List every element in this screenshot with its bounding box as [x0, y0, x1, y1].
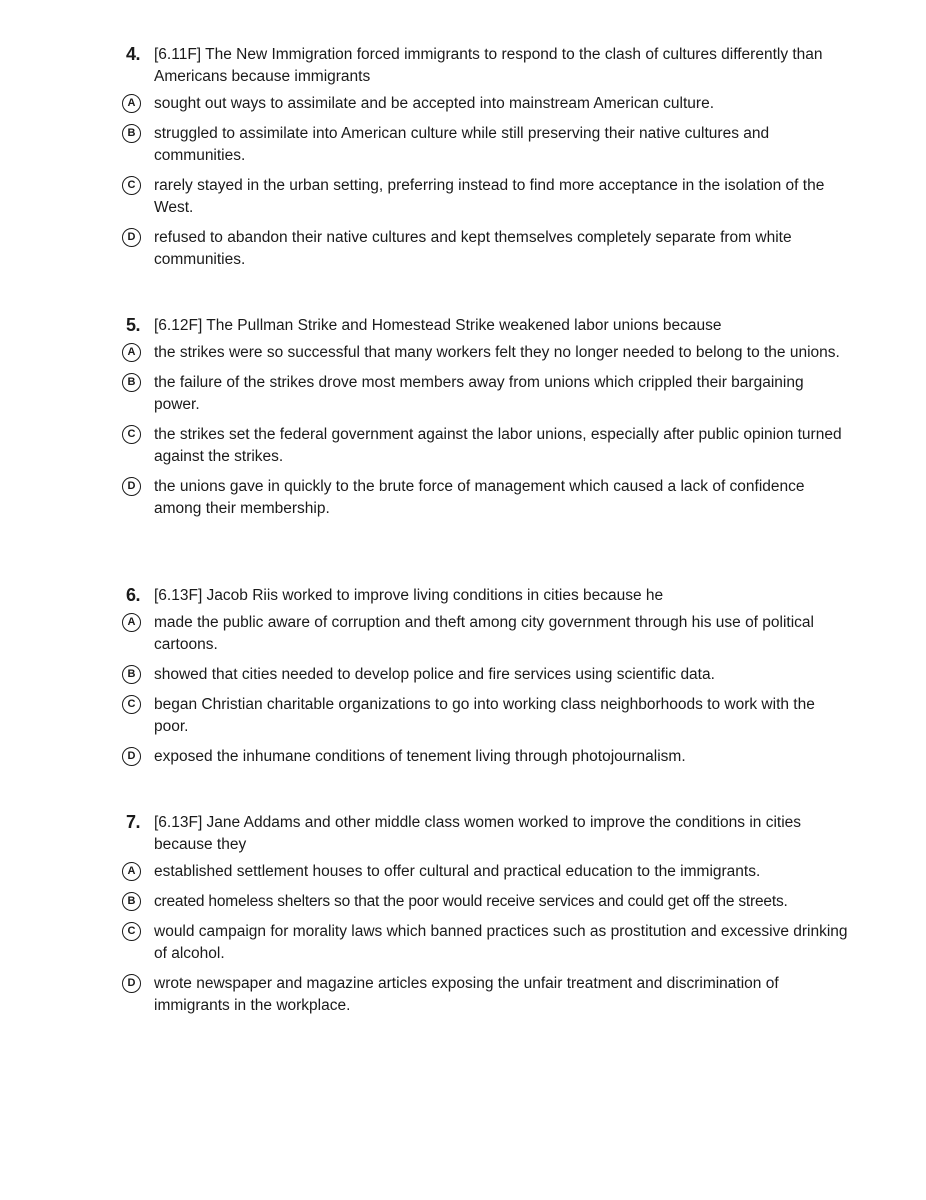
choice-text: refused to abandon their native cultures and kept themselves completely separate from white communities. — [154, 229, 792, 268]
choice-b-bubble[interactable]: B — [122, 665, 141, 684]
question-stem — [122, 44, 852, 88]
choice-text: began Christian charitable organizations to go into working class neighborhoods to work with the poor. — [154, 696, 815, 735]
choice-text: rarely stayed in the urban setting, preferring instead to find more acceptance in the isolation of the West. — [154, 177, 825, 216]
choice-text: the strikes set the federal government against the labor unions, especially after public opinion turned against the strikes. — [154, 426, 842, 465]
choice-c-bubble[interactable]: C — [122, 176, 141, 195]
choice-c[interactable] — [122, 175, 852, 219]
choice-c[interactable] — [122, 424, 852, 468]
question-7 — [122, 812, 852, 1017]
choice-d[interactable] — [122, 476, 852, 520]
question-6 — [122, 585, 852, 768]
choice-text: sought out ways to assimilate and be accepted into mainstream American culture. — [154, 95, 715, 112]
question-stem — [122, 315, 852, 337]
question-stem — [122, 585, 852, 607]
question-5 — [122, 315, 852, 520]
choice-text: the failure of the strikes drove most members away from unions which crippled their bargaining power. — [154, 374, 804, 413]
choice-c[interactable] — [122, 921, 852, 965]
choice-b-bubble[interactable]: B — [122, 892, 141, 911]
choice-text: established settlement houses to offer cultural and practical education to the immigrants. — [154, 863, 761, 880]
choice-b[interactable] — [122, 123, 852, 167]
choice-text: struggled to assimilate into American culture while still preserving their native cultures and communities. — [154, 125, 770, 164]
choice-text: made the public aware of corruption and theft among city government through his use of political cartoons. — [154, 614, 814, 653]
question-stem — [122, 812, 852, 856]
choice-text: showed that cities needed to develop police and fire services using scientific data. — [154, 666, 715, 683]
choice-text: exposed the inhumane conditions of tenement living through photojournalism. — [154, 748, 686, 765]
choice-b-bubble[interactable]: B — [122, 373, 141, 392]
question-number: 5. — [126, 315, 141, 335]
choice-c[interactable] — [122, 694, 852, 738]
choice-c-bubble[interactable]: C — [122, 425, 141, 444]
choice-d-bubble[interactable]: D — [122, 228, 141, 247]
choice-d[interactable] — [122, 746, 852, 768]
question-4 — [122, 44, 852, 271]
choice-b-bubble[interactable]: B — [122, 124, 141, 143]
choice-c-bubble[interactable]: C — [122, 695, 141, 714]
choice-d[interactable] — [122, 973, 852, 1017]
choice-d-bubble[interactable]: D — [122, 477, 141, 496]
choice-b[interactable] — [122, 664, 852, 686]
choice-c-bubble[interactable]: C — [122, 922, 141, 941]
choice-text: the unions gave in quickly to the brute force of management which caused a lack of confidence among their membership. — [154, 478, 805, 517]
choice-a-bubble[interactable]: A — [122, 343, 141, 362]
choice-a-bubble[interactable]: A — [122, 862, 141, 881]
choice-b[interactable] — [122, 372, 852, 416]
choice-a[interactable] — [122, 612, 852, 656]
choice-d-bubble[interactable]: D — [122, 974, 141, 993]
question-text: [6.13F] Jacob Riis worked to improve living conditions in cities because he — [154, 587, 664, 604]
question-text: [6.11F] The New Immigration forced immigrants to respond to the clash of cultures differently than Americans because immigrants — [154, 46, 823, 85]
question-text: [6.13F] Jane Addams and other middle class women worked to improve the conditions in cities because they — [154, 814, 802, 853]
choice-text: would campaign for morality laws which banned practices such as prostitution and excessive drinking of alcohol. — [154, 923, 848, 962]
choice-a[interactable] — [122, 93, 852, 115]
question-text: [6.12F] The Pullman Strike and Homestead Strike weakened labor unions because — [154, 317, 722, 334]
choice-text: the strikes were so successful that many workers felt they no longer needed to belong to the unions. — [154, 344, 840, 361]
choice-text: created homeless shelters so that the poor would receive services and could get off the streets. — [154, 893, 788, 910]
question-number: 6. — [126, 585, 141, 605]
choice-a[interactable] — [122, 342, 852, 364]
choice-b[interactable] — [122, 891, 852, 913]
choice-a-bubble[interactable]: A — [122, 613, 141, 632]
question-number: 4. — [126, 44, 141, 64]
choice-a-bubble[interactable]: A — [122, 94, 141, 113]
choice-d[interactable] — [122, 227, 852, 271]
choice-d-bubble[interactable]: D — [122, 747, 141, 766]
question-number: 7. — [126, 812, 141, 832]
choice-a[interactable] — [122, 861, 852, 883]
choice-text: wrote newspaper and magazine articles exposing the unfair treatment and discrimination of immigrants in the workplace. — [154, 975, 779, 1014]
